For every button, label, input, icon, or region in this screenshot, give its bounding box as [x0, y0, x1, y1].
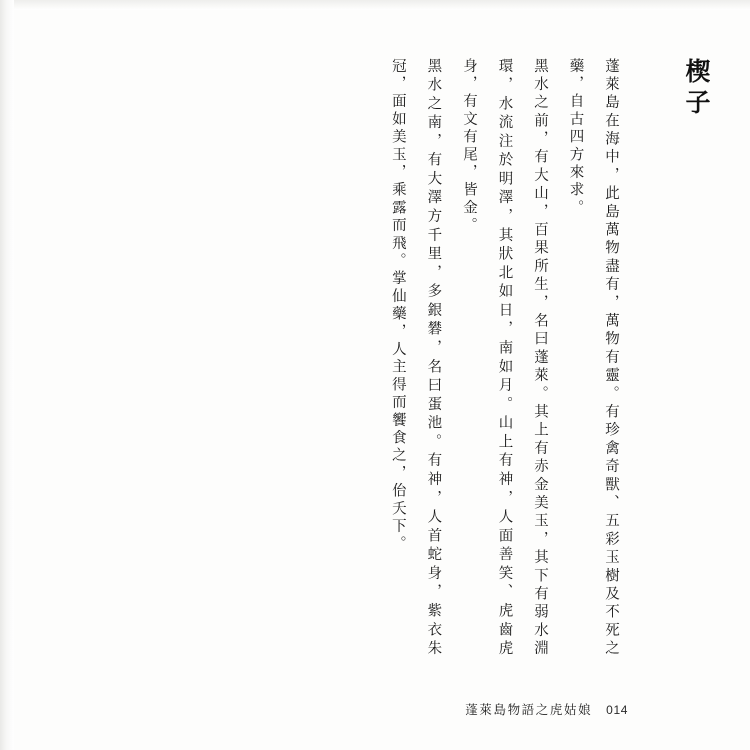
- page-footer: [465, 700, 628, 718]
- page-gutter-shading: [0, 0, 14, 750]
- page-number: 014: [606, 703, 628, 717]
- chapter-title: 楔子: [682, 58, 711, 120]
- page-top-shading: [0, 0, 750, 10]
- footer-book-title: 蓬萊島物語之虎姑娘: [465, 703, 593, 717]
- body-text-vertical: [379, 58, 628, 658]
- paragraph: 黑水之前，有大山，百果所生，名曰蓬萊。其上有赤金美玉，其下有弱水淵環，水流注於明澤，其狀北如日，南如月。山上有神，人面善笑、虎齒虎身，有文有尾，皆金。: [460, 58, 548, 658]
- paragraph: 蓬萊島在海中，此島萬物盡有，萬物有靈。有珍禽奇獸、五彩玉樹及不死之藥，自古四方來求。: [567, 58, 619, 658]
- paragraph: 黑水之南，有大澤方千里，多銀礬，名曰蛋池。有神，人首蛇身，紫衣朱冠，面如美玉，乘露而飛。掌仙藥，人主得而饗食之，佁夭下。: [389, 58, 442, 658]
